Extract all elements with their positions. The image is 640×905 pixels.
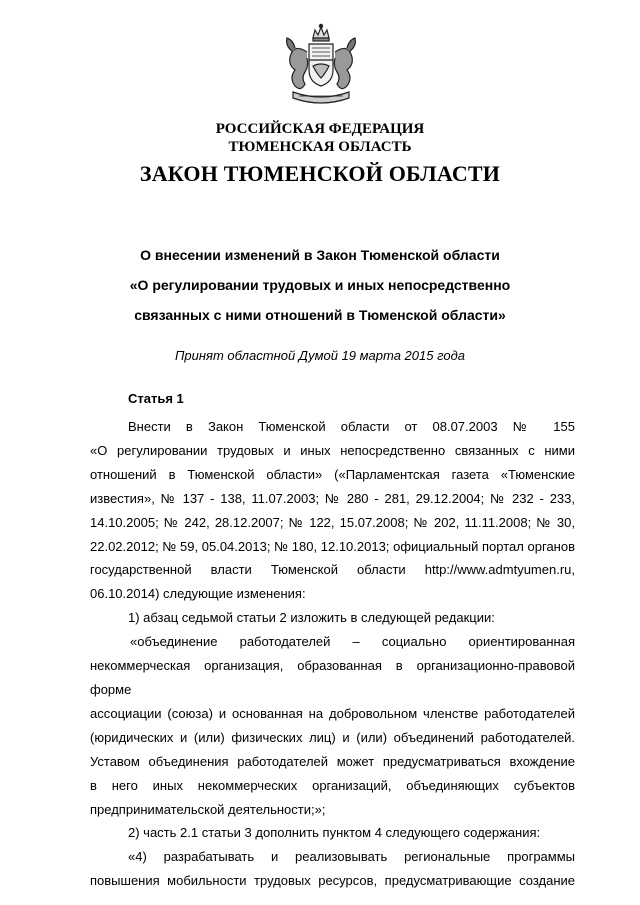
body-line: отношений в Тюменской области» («Парламентская газета «Тюменские	[90, 466, 575, 482]
adoption-note: Принят областной Думой 19 марта 2015 года	[175, 348, 465, 363]
quote-line: Уставом объединения работодателей может предусматриваться вхождение	[90, 753, 575, 769]
law-title: ЗАКОН ТЮМЕНСКОЙ ОБЛАСТИ	[139, 161, 501, 186]
header-country: РОССИЙСКАЯ ФЕДЕРАЦИЯ	[215, 121, 425, 137]
header-region: ТЮМЕНСКАЯ ОБЛАСТЬ	[228, 139, 412, 155]
quote-line: предпринимательской деятельности;»;	[90, 801, 326, 817]
body-line: 14.10.2005; № 242, 28.12.2007; № 122, 15.07.2008; № 202, 11.11.2008; № 30,	[90, 514, 575, 530]
quote-line: в него иных некоммерческих организаций, объединяющих субъектов	[90, 777, 575, 793]
quote-line: ассоциации (союза) и основанная на добровольном членстве работодателей	[90, 705, 575, 721]
quote-line: повышения мобильности трудовых ресурсов, предусматривающие создание	[90, 873, 575, 889]
body-line: государственной власти Тюменской области http://www.admtyumen.ru,	[90, 562, 575, 578]
body-line: 06.10.2014) следующие изменения:	[90, 586, 306, 602]
quote-line: «объединение работодателей – социально ориентированная	[130, 634, 575, 650]
body-line: Внести в Закон Тюменской области от 08.07.2003 № 155	[128, 419, 575, 434]
body-line: 22.02.2012; № 59, 05.04.2013; № 180, 12.10.2013; официальный портал органов	[90, 538, 575, 554]
title-line: О внесении изменений в Закон Тюменской области	[140, 247, 500, 263]
body-line: известия», № 137 - 138, 11.07.2003; № 280 - 281, 29.12.2004; № 232 - 233,	[90, 490, 575, 506]
tyumen-coat-of-arms-emblem	[279, 22, 363, 110]
list-item: 2) часть 2.1 статьи 3 дополнить пунктом 4 следующего содержания:	[128, 825, 541, 841]
document-title	[90, 240, 550, 330]
title-line: «О регулировании трудовых и иных непосредственно	[129, 277, 511, 293]
list-item: 1) абзац седьмой статьи 2 изложить в следующей редакции:	[128, 610, 495, 626]
quote-line: «4) разрабатывать и реализовывать региональные программы	[128, 849, 575, 865]
title-line: связанных с ними отношений в Тюменской области»	[134, 307, 506, 323]
article-heading: Статья 1	[128, 391, 184, 406]
article-body	[90, 415, 575, 893]
quote-line: некоммерческая организация, образованная в организационно-правовой форме	[90, 658, 575, 697]
quote-line: (юридических и (или) физических лиц) и (или) объединений работодателей.	[90, 729, 575, 745]
body-line: «О регулировании трудовых и иных непосредственно связанных с ними	[90, 442, 575, 458]
